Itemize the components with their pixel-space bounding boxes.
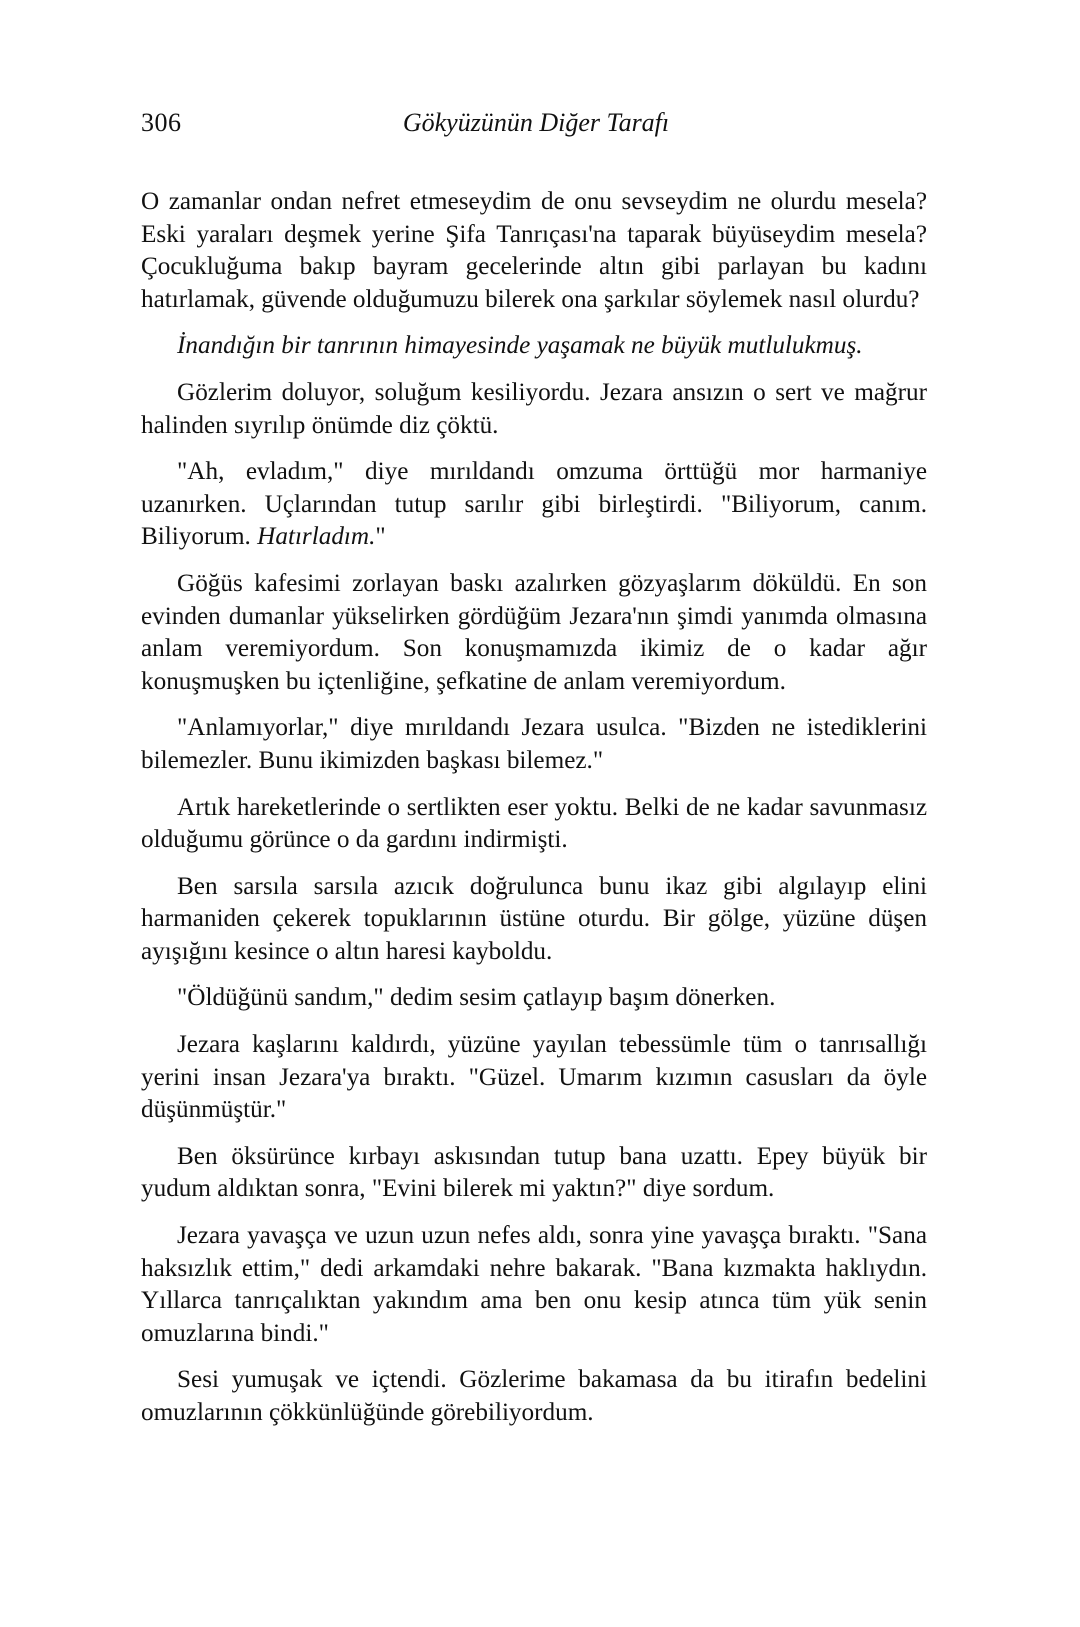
page-number: 306 [141,108,182,137]
paragraph-10: Jezara kaşlarını kaldırdı, yüzüne yayılan tebessümle tüm o tanrısallığı yerini insan Jezara'ya bıraktı. "Güzel. Umarım kızımın casusları da öyle düşünmüştür." [141,1031,927,1124]
paragraph-4-closing-quote: " [375,523,386,551]
page-header [141,108,931,148]
paragraph-11: Ben öksürünce kırbayı askısından tutup bana uzattı. Epey büyük bir yudum aldıktan sonra, "Evini bilerek mi yaktın?" diye sordum. [141,1142,927,1203]
paragraph-8: Ben sarsıla sarsıla azıcık doğrulunca bunu ikaz gibi algılayıp elini harmaniden çekerek topuklarının üstüne oturdu. Bir gölge, yüzüne düşen ayışığını kesince o altın haresi kayboldu. [141,872,927,965]
paragraph-4-emphasis: Hatırladım. [257,523,376,551]
paragraph-1: O zamanlar ondan nefret etmeseydim de onu sevseydim ne olurdu mesela? Eski yaraları deşmek yerine Şifa Tanrıçası'na taparak büyüseydim mesela? Çocukluğuma bakıp bayram gecelerinde altın gibi parlayan bu kadını hatırlamak, güvende olduğumuzu bilerek ona şarkılar söylemek nasıl olurdu? [141,188,927,313]
paragraph-7: Artık hareketlerinde o sertlikten eser yoktu. Belki de ne kadar savunmasız olduğumu görünce o da gardını indirmişti. [141,793,927,854]
paragraph-9: "Öldüğünü sandım," dedim sesim çatlayıp başım dönerken. [177,984,776,1012]
body-text [141,186,927,1444]
paragraph-5: Göğüs kafesimi zorlayan baskı azalırken gözyaşlarım döküldü. En son evinden dumanlar yükselirken gördüğüm Jezara'nın şimdi yanımda olmasına anlam veremiyordum. Son konuşmamızda ikimiz de o kadar ağır konuşmuşken bu içtenliğine, şefkatine de anlam veremiyordum. [141,569,927,695]
paragraph-2-italic-thought: İnandığın bir tanrının himayesinde yaşamak ne büyük mutlulukmuş. [177,332,863,360]
paragraph-4-text: "Ah, evladım," diye mırıldandı omzuma örttüğü mor harmaniye uzanırken. Uçlarından tutup sarılır gibi birleştirdi. "Biliyorum, canım. Biliyorum. [141,458,927,551]
paragraph-4 [141,456,927,554]
paragraph-6: "Anlamıyorlar," diye mırıldandı Jezara usulca. "Bizden ne istediklerini bilemezler. Bunu ikimizden başkası bilemez." [141,714,927,774]
running-title: Gökyüzünün Diğer Tarafı [402,108,670,137]
paragraph-13: Sesi yumuşak ve içtendi. Gözlerime bakamasa da bu itirafın bedelini omuzlarının çökkünlüğünde görebiliyordum. [141,1366,927,1426]
paragraph-12: Jezara yavaşça ve uzun uzun nefes aldı, sonra yine yavaşça bıraktı. "Sana haksızlık ettim," dedi arkamdaki nehre bakarak. "Bana kızmakta haklıydın. Yıllarca tanrıçalıktan yakındım ama ben onu kesip atınca tüm yük senin omuzlarına bindi." [141,1222,927,1347]
paragraph-3: Gözlerim doluyor, soluğum kesiliyordu. Jezara ansızın o sert ve mağrur halinden sıyrılıp önümde diz çöktü. [141,378,927,439]
